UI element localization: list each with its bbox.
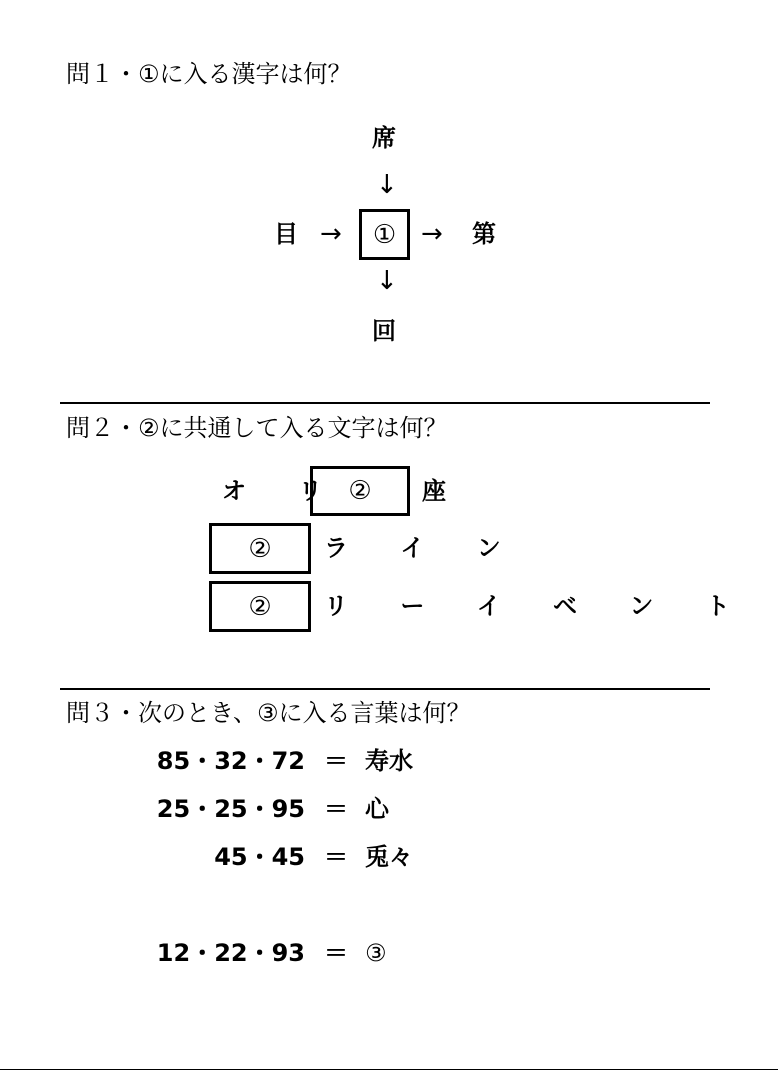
equation-1-eq: ＝ [324, 747, 348, 775]
blank-box-2c [209, 581, 311, 632]
equation-2-left: 25・25・95 [156, 795, 305, 823]
blank-box-2b [209, 523, 311, 574]
equation-3-right: 兎々 [365, 843, 413, 871]
divider-2 [60, 688, 710, 690]
equation-2-eq: ＝ [324, 795, 348, 823]
question-2-title: 問２・②に共通して入る文字は何？ [66, 414, 448, 442]
equation-2-right: 心 [365, 795, 389, 823]
row1-suffix: 座 [422, 477, 446, 505]
kanji-bottom: 回 [372, 317, 396, 345]
blank-box-1 [359, 209, 410, 260]
equation-3-eq: ＝ [324, 843, 348, 871]
equation-4-right: ③ [365, 939, 387, 967]
page-bottom-border [0, 1069, 778, 1070]
row3-suffix: リ ー イ ベ ン ト [324, 592, 752, 620]
arrow-right-left-icon: → [320, 219, 342, 249]
question-1-title: 問１・①に入る漢字は何？ [66, 60, 352, 88]
arrow-down-bottom-icon: ↓ [376, 266, 398, 296]
kanji-top: 席 [372, 124, 396, 152]
equation-4-left: 12・22・93 [156, 939, 305, 967]
equation-1-left: 85・32・72 [156, 747, 305, 775]
row2-suffix: ラ イ ン [324, 534, 523, 562]
blank-box-2a [310, 466, 410, 516]
equation-3-left: 45・45 [214, 843, 305, 871]
divider-1 [60, 402, 710, 404]
equation-4-eq: ＝ [324, 939, 348, 967]
blank-label-2a: ② [348, 476, 372, 506]
arrow-right-right-icon: → [421, 219, 443, 249]
row1-prefix: オ リ [222, 477, 345, 505]
question-3-title: 問３・次のとき、③に入る言葉は何？ [66, 699, 471, 727]
blank-label-2b: ② [248, 533, 272, 564]
kanji-left: 目 [274, 220, 298, 248]
equation-1-right: 寿水 [365, 747, 413, 775]
arrow-down-top-icon: ↓ [376, 170, 398, 200]
kanji-right: 第 [472, 220, 496, 248]
blank-label-2c: ② [248, 591, 272, 622]
blank-label-1: ① [372, 219, 397, 250]
